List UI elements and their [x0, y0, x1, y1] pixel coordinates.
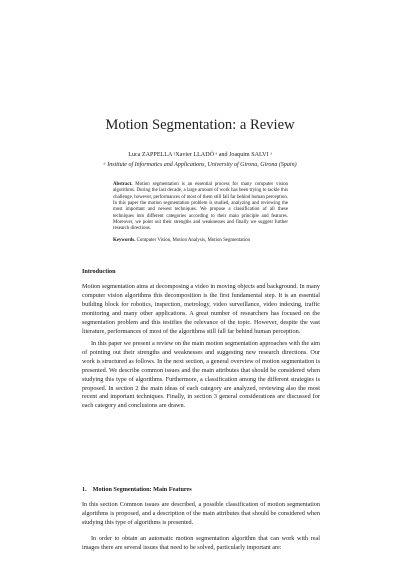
section-1-paragraph-1: In this section Common issues are described, a possible classification of motion segmentation algorithms is proposed, and a description of the main attributes that should be considered when studying this type of algorithms is presented.	[82, 501, 320, 526]
abstract-text: Motion segmentation is an essential process for many computer vision algorithms. During the last decade, a large amount of work has been trying to tackle this challenge, however, performances of most of them still fall far behind human perception. In this paper the motion segmentation problem is studied, analyzing and reviewing the most important and newest techniques. We propose a classification of all these techniques into different categories according to their main principle and features. Moreover, we point out their strengths and weaknesses and finally we suggest further research directions.	[113, 182, 288, 232]
keywords-text: Computer Vision, Motion Analysis, Motion Segmentation	[135, 238, 250, 243]
section-title: Motion Segmentation: Main Features	[92, 486, 192, 493]
abstract	[113, 182, 288, 233]
section-1-heading	[82, 486, 192, 493]
keywords-label: Keywords.	[113, 238, 136, 243]
affiliation: ᵃ Institute of Informatics and Applications, University of Girona, Girona (Spain)	[103, 162, 297, 168]
section-1-paragraph-2: In order to obtain an automatic motion segmentation algorithm that can work with real images there are several issues that need to be solved, particularly important are:	[82, 535, 320, 551]
author-list: Luca ZAPPELLA ᵃXavier LLADÓ ᵃ and Joaquim SALVI ᵃ	[128, 152, 272, 158]
abstract-label: Abstract.	[113, 182, 133, 187]
introduction-paragraph-1: Motion segmentation aims at decomposing a video in moving objects and background. In many computer vision algorithms this decomposition is the first fundamental step. It is an essential building block for robotics, inspection, metrology, video surveillance, video indexing, traffic monitoring and many other applications. A great number of researchers has focused on the segmentation problem and this testifies the relevance of the topic. However, despite the vast literature, performances of most of the algorithms still fall far behind human perception.	[82, 283, 320, 335]
paper-title: Motion Segmentation: a Review	[105, 117, 295, 133]
introduction-paragraph-2: In this paper we present a review on the main motion segmentation approaches with the aim of pointing out their strengths and weaknesses and suggesting new research directions. Our work is structured as follows. In the next section, a general overview of motion segmentation is presented. We describe common issues and the main attributes that should be considered when studying this type of algorithms. Furthermore, a classification among the different strategies is proposed. In section 2 the main ideas of each category are analyzed, reviewing also the most recent and important techniques. Finally, in section 3 general considerations are discussed for each category and conclusions are drawn.	[82, 340, 320, 410]
keywords	[113, 238, 288, 244]
introduction-heading: Introduction	[82, 268, 116, 275]
section-number: 1.	[82, 486, 87, 493]
